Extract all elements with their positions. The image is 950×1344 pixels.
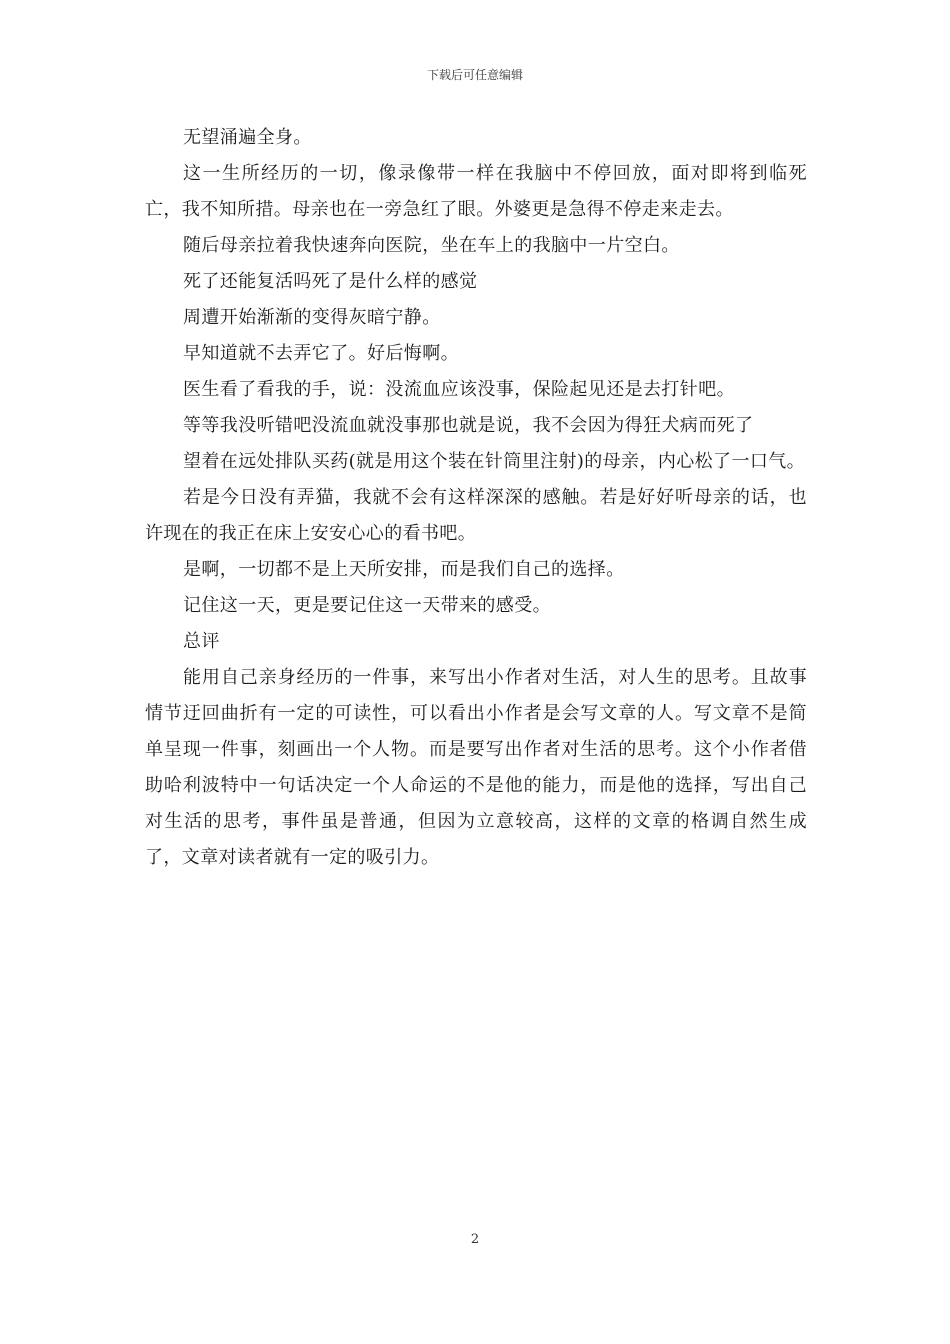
page-header: 下载后可任意编辑 (426, 68, 523, 82)
paragraph: 记住这一天，更是要记住这一天带来的感受。 (183, 595, 551, 616)
paragraph: 是啊，一切都不是上天所安排，而是我们自己的选择。 (183, 559, 625, 580)
paragraph: 随后母亲拉着我快速奔向医院，坐在车上的我脑中一片空白。 (183, 235, 680, 256)
paragraph: 死了还能复活吗死了是什么样的感觉 (183, 271, 478, 292)
paragraph: 无望涌遍全身。 (183, 127, 312, 148)
section-heading: 总评 (183, 631, 220, 652)
paragraph: 这一生所经历的一切，像录像带一样在我脑中不停回放，面对即将到临死亡，我不知所措。母亲也在一旁急红了眼。外婆更是急得不停走来走去。 (145, 163, 807, 220)
paragraph: 能用自己亲身经历的一件事，来写出小作者对生活，对人生的思考。且故事情节迂回曲折有一定的可读性，可以看出小作者是会写文章的人。写文章不是简单呈现一件事，刻画出一个人物。而是要写出作者对生活的思考。这个小作者借助哈利波特中一句话决定一个人命运的不是他的能力，而是他的选择，写出自己对生活的思考，事件虽是普通，但因为立意较高，这样的文章的格调自然生成了，文章对读者就有一定的吸引力。 (145, 667, 807, 868)
document-body (145, 120, 807, 876)
paragraph: 早知道就不去弄它了。好后悔啊。 (183, 343, 459, 364)
paragraph: 等等我没听错吧没流血就没事那也就是说，我不会因为得狂犬病而死了 (183, 415, 754, 436)
paragraph: 若是今日没有弄猫，我就不会有这样深深的感触。若是好好听母亲的话，也许现在的我正在床上安安心心的看书吧。 (145, 487, 807, 544)
paragraph: 周遭开始渐渐的变得灰暗宁静。 (183, 307, 441, 328)
page-number: 2 (470, 1232, 480, 1247)
paragraph: 望着在远处排队买药(就是用这个装在针筒里注射)的母亲，内心松了一口气。 (183, 451, 806, 472)
paragraph: 医生看了看我的手，说：没流血应该没事，保险起见还是去打针吧。 (183, 379, 735, 400)
